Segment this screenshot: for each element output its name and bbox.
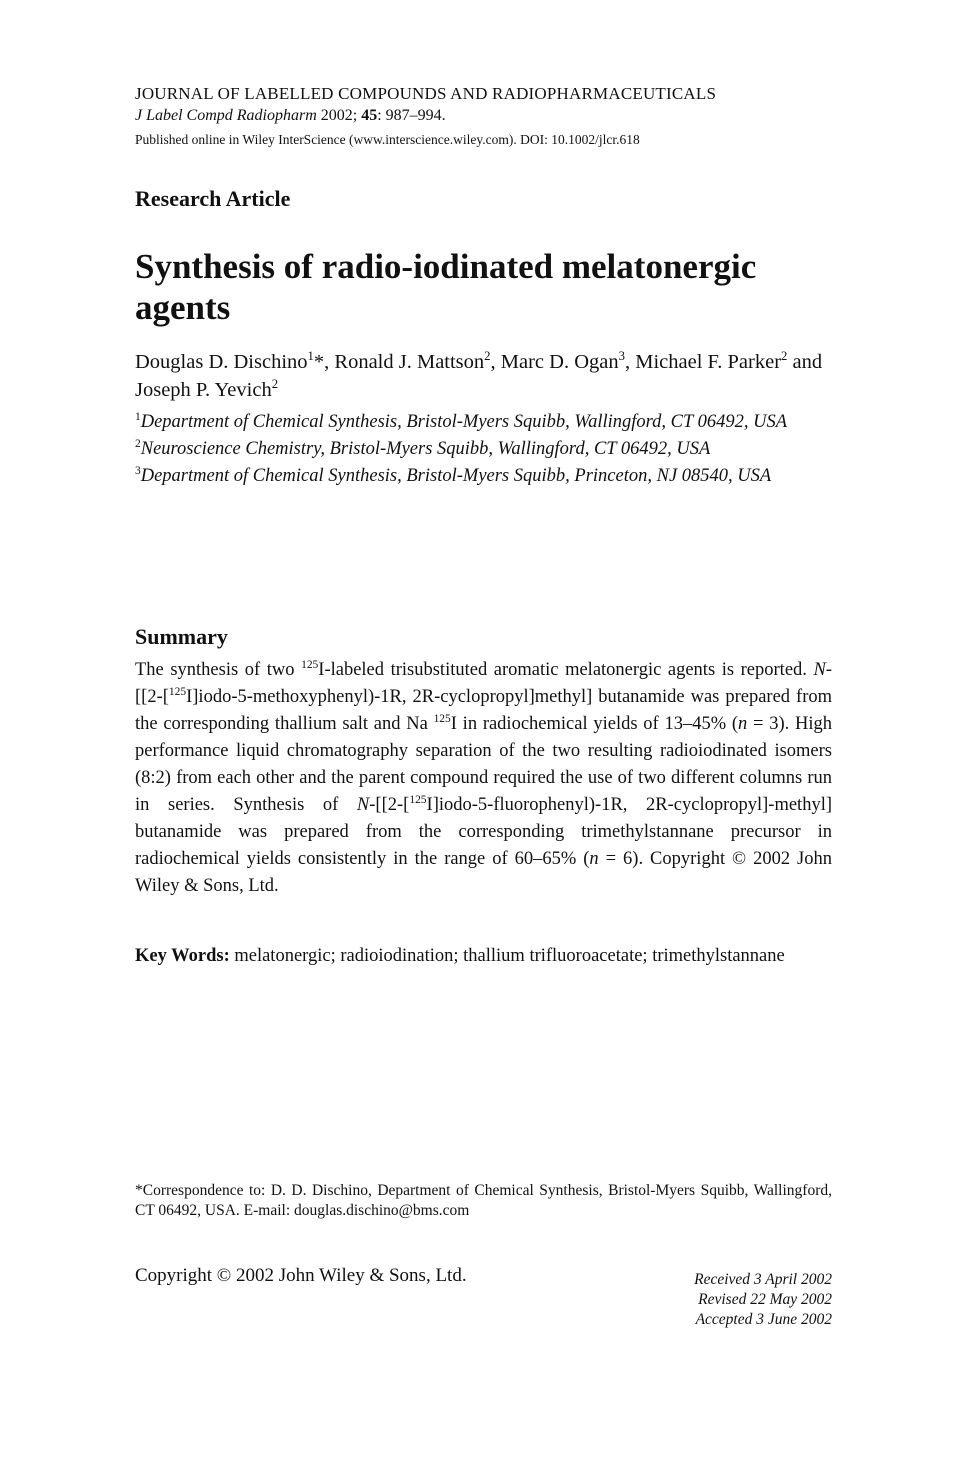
summary-part: I]iodo-5-fluorophenyl)-1R, 2R-cyclopropyl]-methyl] butanamide was prepared from the corresponding trimethylstannane precursor in radiochemical yields consistently in the range of 60–65% ( (135, 795, 832, 869)
correspondence-note: *Correspondence to: D. D. Dischino, Department of Chemical Synthesis, Bristol-Myers Squibb, Wallingford, CT 06492, USA. E-mail: douglas.dischino@bms.com (135, 1182, 832, 1219)
summary-part: The synthesis of two (135, 660, 302, 680)
revised-date: Revised 22 May 2002 (698, 1291, 832, 1308)
summary-italic: n (738, 714, 748, 734)
affiliation-text: Department of Chemical Synthesis, Bristol-Myers Squibb, Wallingford, CT 06492, USA (140, 412, 788, 432)
affiliation-text: Neuroscience Chemistry, Bristol-Myers Squibb, Wallingford, CT 06492, USA (140, 439, 711, 459)
affiliation (135, 463, 832, 490)
author-sep: and (787, 351, 823, 373)
summary-part: = 6). Copyright © 2002 John Wiley & Sons, Ltd. (135, 849, 832, 896)
author-mark: 2 (781, 349, 788, 364)
date-block (560, 1270, 832, 1330)
copyright-line: Copyright © 2002 John Wiley & Sons, Ltd. (135, 1265, 467, 1286)
author: Michael F. Parker (635, 351, 782, 373)
journal-name: JOURNAL OF LABELLED COMPOUNDS AND RADIOPHARMACEUTICALS (135, 84, 717, 103)
keywords-label: Key Words: (135, 946, 230, 966)
summary-part: -[[2-[ (135, 660, 832, 707)
summary-part: I-labeled trisubstituted aromatic melatonergic agents is reported. (318, 660, 814, 680)
author: Ronald J. Mattson (334, 351, 485, 373)
isotope-mark: 125 (168, 685, 187, 698)
summary-part: -[[2-[ (369, 795, 410, 815)
citation-abbrev: J Label Compd Radiopharm (135, 107, 317, 124)
author: Marc D. Ogan (500, 351, 619, 373)
author-mark: 2 (484, 349, 491, 364)
keywords-text: melatonergic; radioiodination; thallium trifluoroacetate; trimethylstannane (229, 946, 785, 966)
summary-part: I in radiochemical yields of 13–45% ( (450, 714, 739, 734)
summary-italic: n (589, 849, 599, 869)
author-mark: 2 (271, 377, 279, 392)
affiliation (135, 436, 832, 463)
received-date: Received 3 April 2002 (694, 1271, 832, 1288)
affiliation-list (135, 409, 832, 490)
citation-volume: 45 (361, 107, 378, 124)
article-type: Research Article (135, 186, 291, 211)
summary-italic: N (356, 795, 370, 815)
author-sep: , (490, 351, 501, 373)
author-mark: 3 (618, 349, 625, 364)
accepted-date: Accepted 3 June 2002 (695, 1311, 832, 1328)
summary-heading: Summary (135, 624, 228, 649)
summary-italic: N (813, 660, 826, 680)
citation-year: 2002; (316, 107, 362, 124)
affiliation-mark: 1 (135, 410, 141, 423)
author-mark: 1 (307, 349, 314, 364)
author: Douglas D. Dischino (135, 351, 308, 373)
isotope-mark: 125 (409, 793, 427, 806)
keywords (135, 943, 832, 970)
author-sep: *, (313, 351, 335, 373)
isotope-mark: 125 (301, 658, 319, 671)
affiliation-mark: 2 (135, 437, 141, 450)
paper-title: Synthesis of radio-iodinated melatonergic agents (135, 247, 757, 327)
published-line: Published online in Wiley InterScience (www.interscience.wiley.com). DOI: 10.1002/jlcr.618 (135, 132, 640, 147)
author: Joseph P. Yevich (135, 379, 272, 401)
author-list (135, 348, 832, 404)
isotope-mark: 125 (433, 712, 451, 725)
affiliation-mark: 3 (135, 464, 141, 477)
author-sep: , (624, 351, 636, 373)
summary-text (135, 657, 832, 900)
citation-pages: : 987–994. (377, 107, 446, 124)
citation-line (135, 107, 832, 125)
affiliation (135, 409, 832, 436)
summary-part: = 3). High performance liquid chromatography separation of the two resulting radioiodinated isomers (8:2) from each other and the parent compound required the use of two different columns run in series. Synthesis of (135, 714, 832, 815)
affiliation-text: Department of Chemical Synthesis, Bristol-Myers Squibb, Princeton, NJ 08540, USA (140, 466, 772, 486)
summary-part: I]iodo-5-methoxyphenyl)-1R, 2R-cyclopropyl]methyl] butanamide was prepared from the corresponding thallium salt and Na (135, 687, 832, 734)
